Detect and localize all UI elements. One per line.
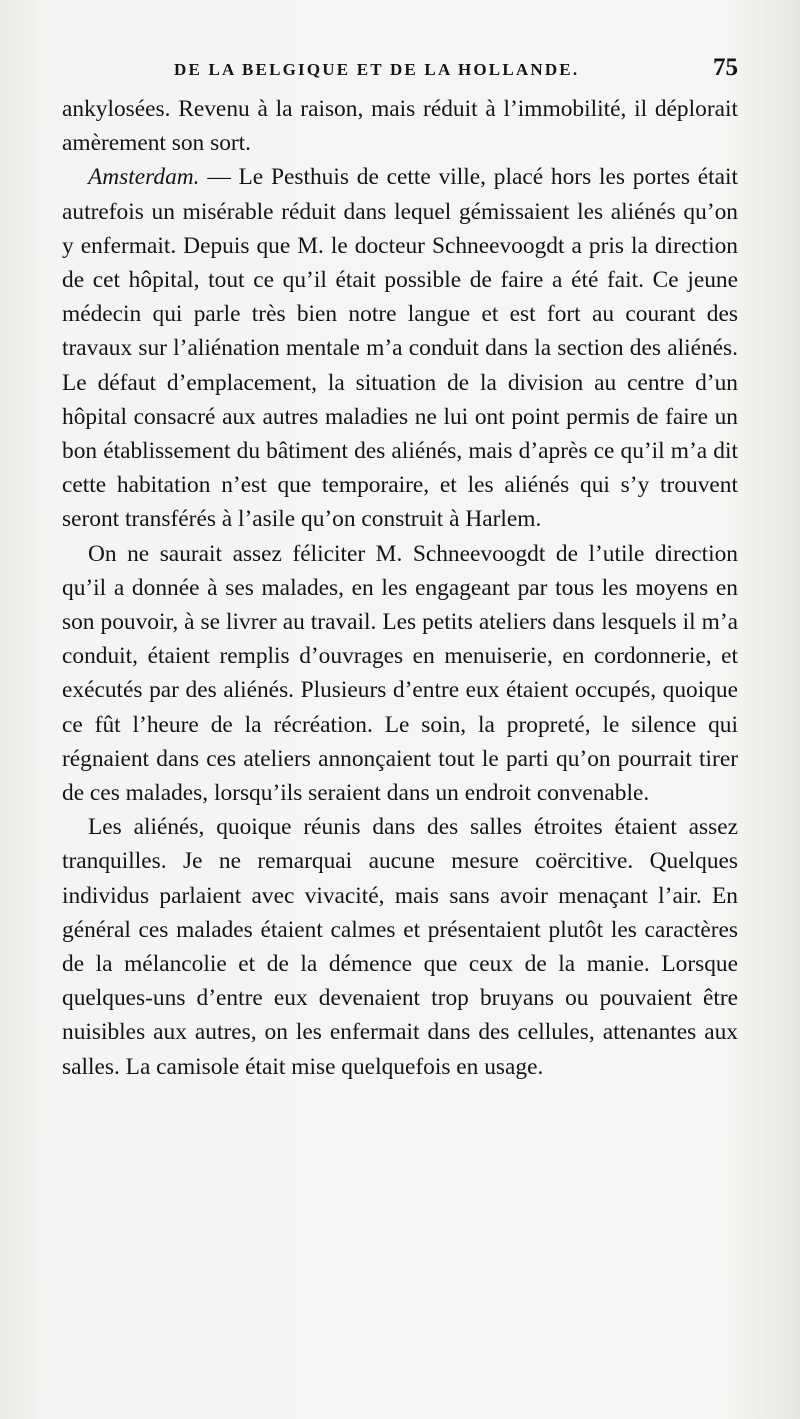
page-header (62, 54, 742, 94)
paragraph-continuation: ankylosées. Revenu à la raison, mais réduit à l’immobilité, il déplorait amèrement son sort. (62, 96, 738, 157)
body-text (62, 92, 738, 1084)
paragraph-workshops: On ne saurait assez féliciter M. Schneevoogdt de l’utile direction qu’il a donnée à ses malades, en les engageant par tous les moyens en son pouvoir, à se livrer au travail. Les petits ateliers dans lesquels il m’a conduit, étaient remplis d’ouvrages en menuiserie, en cordonnerie, et exécutés par des aliénés. Plusieurs d’entre eux étaient occupés, quoique ce fût l’heure de la récréation. Le soin, la propreté, le silence qui régnaient dans ces ateliers annonçaient tout le parti qu’on pourrait tirer de ces malades, lorsqu’ils seraient dans un endroit convenable. (62, 540, 738, 807)
page-number: 75 (713, 54, 738, 81)
running-title: DE LA BELGIQUE ET DE LA HOLLANDE. (174, 60, 580, 79)
paragraph-patients: Les aliénés, quoique réunis dans des salles étroites étaient assez tranquilles. Je ne remarquai aucune mesure coërcitive. Quelques individus parlaient avec vivacité, mais sans avoir menaçant l’air. En général ces malades étaient calmes et présentaient plutôt les caractères de la mélancolie et de la démence que ceux de la manie. Lorsque quelques-uns d’entre eux devenaient trop bruyans ou pouvaient être nuisibles aux autres, on les enfermait dans des cellules, attenantes aux salles. La camisole était mise quelquefois en usage. (62, 814, 738, 1080)
paragraph-amsterdam-text: — Le Pesthuis de cette ville, placé hors les portes était autrefois un misérable réduit dans lequel gémissaient les aliénés qu’on y enfermait. Depuis que M. le docteur Schneevoogdt a pris la direction de cet hôpital, tout ce qu’il était possible de faire a été fait. Ce jeune médecin qui parle très bien notre langue et est fort au courant des travaux sur l’aliénation mentale m’a conduit dans la section des aliénés. Le défaut d’emplacement, la situation de la division au centre d’un hôpital consacré aux autres maladies ne lui ont point permis de faire un bon établissement du bâtiment des aliénés, mais d’après ce qu’il m’a dit cette habitation n’est que temporaire, et les aliénés qui s’y trouvent seront transférés à l’asile qu’on construit à Harlem. (62, 164, 738, 533)
place-heading-amsterdam: Amsterdam. (88, 164, 200, 191)
paragraph-amsterdam (62, 160, 738, 536)
